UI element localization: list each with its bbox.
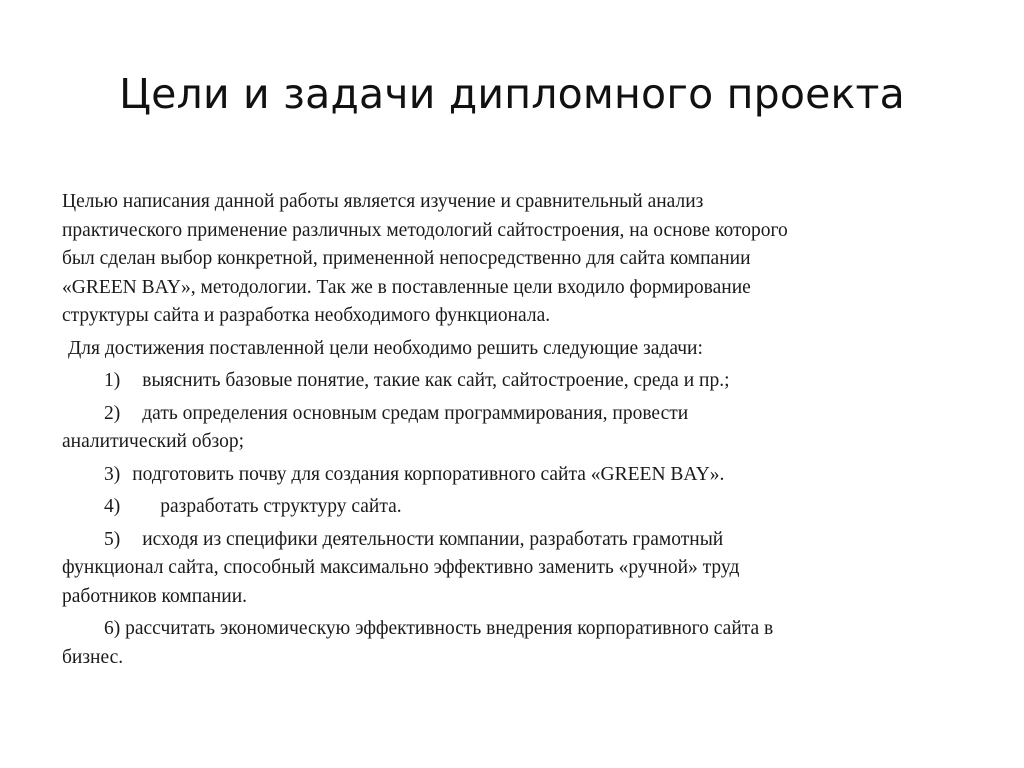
task-text: разработать структуру сайта. [160, 496, 402, 517]
task-item-2 [62, 400, 962, 457]
task-number: 1) [104, 370, 121, 391]
task-text: дать определения основным средам программирования, провести [142, 402, 689, 424]
intro-line: структуры сайта и разработка необходимого функционала. [62, 305, 551, 326]
task-item-3 [62, 461, 962, 490]
task-text: функционал сайта, способный максимально эффективно заменить «ручной» труд [62, 557, 740, 578]
intro-line: был сделан выбор конкретной, примененной непосредственно для сайта компании [62, 248, 751, 269]
task-text: бизнес. [62, 646, 124, 668]
task-item-1 [62, 367, 962, 396]
task-item-6 [62, 615, 962, 672]
task-number: 6) [104, 618, 121, 639]
tasks-lead: Для достижения поставленной цели необходимо решить следующие задачи: [68, 337, 703, 359]
task-text: подготовить почву для создания корпоративного сайта «GREEN BAY». [132, 463, 725, 485]
task-item-4 [62, 493, 962, 522]
slide-title: Цели и задачи дипломного проекта [119, 70, 905, 118]
task-item-5 [62, 526, 962, 612]
intro-line: «GREEN BAY», методологии. Так же в поставленные цели входило формирование [62, 276, 751, 298]
intro-line: Целью написания данной работы является изучение и сравнительный анализ [62, 191, 704, 212]
task-number: 5) [104, 528, 121, 550]
task-number: 4) [104, 496, 121, 517]
intro-line: практического применение различных методологий сайтостроения, на основе которого [62, 219, 788, 241]
task-text: выяснить базовые понятие, такие как сайт, сайтостроение, среда и пр.; [142, 370, 730, 391]
intro-paragraph [62, 188, 962, 331]
task-text: рассчитать экономическую эффективность внедрения корпоративного сайта в [125, 618, 774, 639]
slide-body [62, 188, 962, 672]
task-text: работников компании. [62, 585, 248, 607]
task-text: исходя из специфики деятельности компании, разработать грамотный [142, 528, 724, 550]
task-text: аналитический обзор; [62, 431, 245, 452]
task-number: 3) [104, 463, 121, 485]
task-number: 2) [104, 402, 121, 424]
